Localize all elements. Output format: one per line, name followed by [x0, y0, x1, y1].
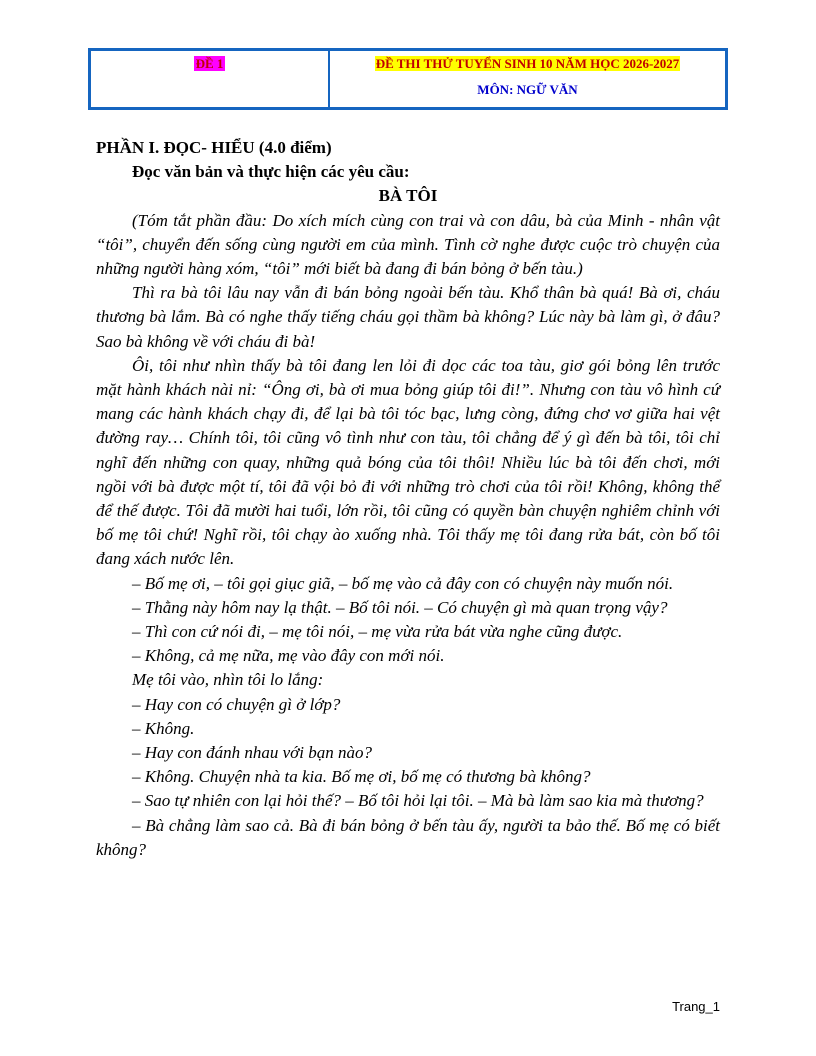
story-title: BÀ TÔI	[378, 186, 438, 206]
document-body	[96, 136, 720, 862]
dialogue-line: – Thì con cứ nói đi, – mẹ tôi nói, – mẹ vừa rửa bát vừa nghe cũng được.	[132, 622, 623, 642]
dialogue-line: – Không.	[132, 718, 195, 738]
story-paragraph: Ôi, tôi như nhìn thấy bà tôi đang len lỏi đi dọc các toa tàu, giơ gói bỏng lên trước mặt hành khách nài nỉ: “Ông ơi, bà ơi mua bỏng giúp tôi đi!”. Nhưng con tàu vô hình cứ mang các hành khách chạy đi, để lại bà tôi tóc bạc, lưng còng, đứng chơ vơ giữa hai vệt đường ray… Chính tôi, tôi cũng vô tình như con tàu, tôi chẳng để ý gì đến bà tôi, tôi chỉ nghĩ đến những con quay, những quả bóng của tôi thôi! Nhiều lúc bà tôi đến chơi, mới ngồi với bà được một tí, tôi đã vội bỏ đi với những trò chơi của tôi rồi! Không, không thể để thế được. Tôi đã mười hai tuổi, lớn rồi, tôi cũng có quyền bàn chuyện nghiêm chỉnh với bố mẹ tôi chứ! Nghĩ rồi, tôi chạy ào xuống nhà. Tôi thấy mẹ tôi đang rửa bát, còn bố tôi đang xách nước lên.	[96, 355, 720, 569]
dialogue-line: – Không. Chuyện nhà ta kia. Bố mẹ ơi, bố mẹ có thương bà không?	[132, 767, 591, 787]
instruction: Đọc văn bản và thực hiện các yêu cầu:	[132, 162, 410, 182]
exam-subject: MÔN: NGỮ VĂN	[477, 82, 578, 97]
dialogue-line: – Không, cả mẹ nữa, mẹ vào đây con mới nói.	[132, 646, 445, 666]
dialogue-line: – Thằng này hôm nay lạ thật. – Bố tôi nói. – Có chuyện gì mà quan trọng vậy?	[132, 597, 668, 617]
section-heading: PHẦN I. ĐỌC- HIỂU (4.0 điểm)	[96, 138, 332, 157]
story-paragraph: Thì ra bà tôi lâu nay vẫn đi bán bỏng ngoài bến tàu. Khổ thân bà quá! Bà ơi, cháu thương bà lắm. Bà có nghe thấy tiếng cháu gọi thầm bà không? Lúc này bà làm gì, ở đâu? Sao bà không về với cháu đi bà!	[96, 283, 720, 351]
exam-title: ĐỀ THI THỬ TUYỂN SINH 10 NĂM HỌC 2026-2027	[375, 56, 680, 71]
dialogue-line: – Hay con có chuyện gì ở lớp?	[132, 694, 341, 714]
exam-code-cell	[91, 51, 330, 107]
page-number: Trang_1	[672, 999, 720, 1014]
dialogue-line: – Bà chẳng làm sao cả. Bà đi bán bỏng ở bến tàu ấy, người ta bảo thế. Bố mẹ có biết không?	[96, 815, 720, 859]
dialogue-line: – Bố mẹ ơi, – tôi gọi giục giã, – bố mẹ vào cả đây con có chuyện này muốn nói.	[132, 573, 674, 593]
dialogue-line: Mẹ tôi vào, nhìn tôi lo lắng:	[132, 670, 324, 690]
summary-paragraph: (Tóm tắt phần đầu: Do xích mích cùng con trai và con dâu, bà của Minh - nhân vật “tôi”, chuyển đến sống cùng người em của mình. Tình cờ nghe được cuộc trò chuyện của những người hàng xóm, “tôi” mới biết bà đang đi bán bỏng ở bến tàu.)	[96, 210, 720, 279]
exam-title-cell	[330, 51, 725, 107]
dialogue-line: – Sao tự nhiên con lại hỏi thế? – Bố tôi hỏi lại tôi. – Mà bà làm sao kia mà thương?	[132, 791, 704, 811]
header-table	[88, 48, 728, 110]
exam-code: ĐỀ 1	[195, 56, 224, 71]
dialogue-line: – Hay con đánh nhau với bạn nào?	[132, 743, 372, 763]
